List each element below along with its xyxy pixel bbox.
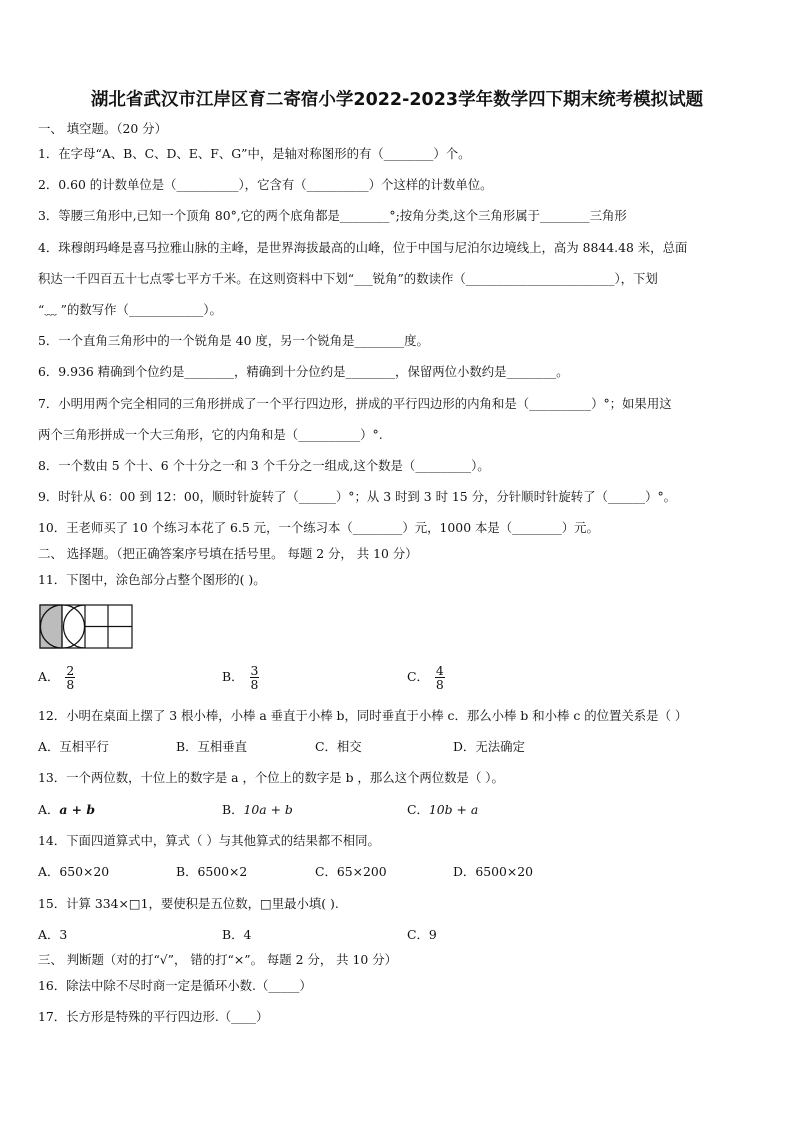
question-16: 16．除法中除不尽时商一定是循环小数.（_____） <box>38 978 312 993</box>
q15-option-c: C．9 <box>407 927 437 942</box>
question-7-line1: 7．小明用两个完全相同的三角形拼成了一个平行四边形，拼成的平行四边形的内角和是（__________）°；如果用这 <box>38 396 672 411</box>
question-4-line2: 积达一千四百五十七点零七平方千米。在这则资料中下划“___锐角”的数读作（________________________），下划 <box>38 271 658 286</box>
q15-option-a: A．3 <box>38 927 68 942</box>
question-5: 5．一个直角三角形中的一个锐角是 40 度，另一个锐角是________度。 <box>38 333 429 348</box>
q11-option-a: A． $\frac{2}{8}$ <box>38 663 75 692</box>
question-6: 6．9.936 精确到个位约是________，精确到十分位约是________，保留两位小数约是________。 <box>38 364 569 379</box>
question-14: 14．下面四道算式中，算式（ ）与其他算式的结果都不相同。 <box>38 833 380 848</box>
q14-option-d: D．6500×20 <box>453 864 534 879</box>
section-judgment: 三、 判断题（对的打“√”， 错的打“×”。 每题 2 分， 共 10 分） <box>38 952 397 967</box>
question-13: 13．一个两位数，十位上的数字是 a ，个位上的数字是 b ，那么这个两位数是（ ）。 <box>38 770 504 785</box>
question-2: 2．0.60 的计数单位是（__________），它含有（__________）个这样的计数单位。 <box>38 177 493 192</box>
q12-option-b: B．互相垂直 <box>176 739 248 754</box>
question-1: 1．在字母“A、B、C、D、E、F、G”中，是轴对称图形的有（________）个。 <box>38 146 471 161</box>
question-4-line3: “﹏ ”的数写作（____________）。 <box>38 302 222 317</box>
q14-option-b: B．6500×2 <box>176 864 248 879</box>
question-4-line1: 4．珠穆朗玛峰是喜马拉雅山脉的主峰，是世界海拔最高的山峰，位于中国与尼泊尔边境线上，高为 8844.48 米，总面 <box>38 240 688 255</box>
question-12: 12．小明在桌面上摆了 3 根小棒，小棒 a 垂直于小棒 b，同时垂直于小棒 c．那么小棒 b 和小棒 c 的位置关系是（ ） <box>38 708 688 723</box>
q13-option-a: A．a + b <box>38 802 96 817</box>
question-11: 11．下图中，涂色部分占整个图形的( )。 <box>38 572 266 587</box>
q12-option-d: D．无法确定 <box>453 739 525 754</box>
question-17: 17．长方形是特殊的平行四边形.（____） <box>38 1009 269 1024</box>
q14-option-c: C．65×200 <box>315 864 387 879</box>
question-10: 10．王老师买了 10 个练习本花了 6.5 元，一个练习本（________）元，1000 本是（________）元。 <box>38 520 599 535</box>
q15-option-b: B．4 <box>222 927 252 942</box>
q11-option-b: B． $\frac{3}{8}$ <box>222 663 259 692</box>
section-choice: 二、 选择题。（把正确答案序号填在括号里。 每题 2 分， 共 10 分） <box>38 546 418 561</box>
q13-option-b: B．10a + b <box>222 802 293 817</box>
question-8: 8．一个数由 5 个十、6 个十分之一和 3 个千分之一组成,这个数是（_________）。 <box>38 458 490 473</box>
q13-option-c: C．10b + a <box>407 802 479 817</box>
question-3: 3．等腰三角形中,已知一个顶角 80°,它的两个底角都是________°;按角分类,这个三角形属于________三角形 <box>38 208 627 223</box>
q12-option-a: A．互相平行 <box>38 739 109 754</box>
q11-option-c: C． $\frac{4}{8}$ <box>407 663 444 692</box>
q14-option-a: A．650×20 <box>38 864 110 879</box>
page-title: 湖北省武汉市江岸区育二寄宿小学2022-2023学年数学四下期末统考模拟试题 <box>90 90 704 110</box>
shaded-grid-figure <box>39 604 135 650</box>
question-15: 15．计算 334×□1，要使积是五位数，□里最小填( ). <box>38 896 339 911</box>
question-9: 9．时针从 6：00 到 12：00，顺时针旋转了（______）°；从 3 时到 3 时 15 分，分针顺时针旋转了（______）°。 <box>38 489 677 504</box>
section-fill-blank: 一、 填空题。（20 分） <box>38 121 167 136</box>
q12-option-c: C．相交 <box>315 739 362 754</box>
question-7-line2: 两个三角形拼成一个大三角形，它的内角和是（__________）°. <box>38 427 383 442</box>
